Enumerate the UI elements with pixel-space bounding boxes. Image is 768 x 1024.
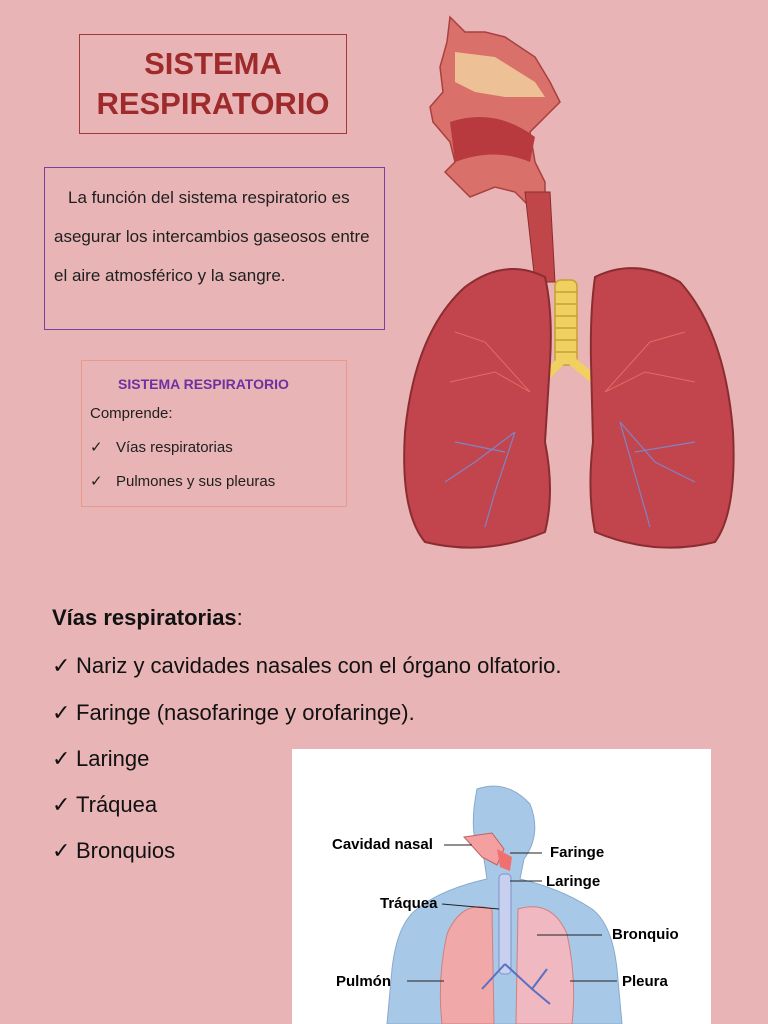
vias-heading-text: Vías respiratorias <box>52 605 237 630</box>
checkmark-icon: ✓ <box>90 439 103 456</box>
list-item <box>52 746 149 772</box>
respiratory-diagram <box>292 749 711 1024</box>
intro-box <box>44 167 385 330</box>
diagram-svg <box>292 749 711 1024</box>
summary-item <box>90 465 346 499</box>
checkmark-icon: ✓ <box>52 838 71 863</box>
label-pulmon: Pulmón <box>336 973 391 990</box>
label-laringe: Laringe <box>546 873 601 890</box>
summary-item-label: Pulmones y sus pleuras <box>116 473 276 490</box>
checkmark-icon: ✓ <box>52 746 71 771</box>
title-line-2: RESPIRATORIO <box>96 86 330 121</box>
title-box <box>79 34 347 134</box>
list-item <box>52 838 175 864</box>
list-item-label: Faringe (nasofaringe y orofaringe). <box>76 700 415 725</box>
label-faringe: Faringe <box>550 844 605 861</box>
label-traquea: Tráquea <box>380 895 438 912</box>
list-item-label: Nariz y cavidades nasales con el órgano olfatorio. <box>76 653 562 678</box>
checkmark-icon: ✓ <box>52 653 71 678</box>
summary-title: SISTEMA RESPIRATORIO <box>118 376 289 392</box>
list-item <box>52 792 157 818</box>
summary-box <box>81 360 347 507</box>
intro-text: La función del sistema respiratorio es asegurar los intercambios gaseosos entre el aire atmosférico y la sangre. <box>54 188 370 285</box>
vias-heading-colon: : <box>236 605 243 630</box>
checkmark-icon: ✓ <box>90 473 103 490</box>
list-item-label: Bronquios <box>76 838 176 863</box>
list-item <box>52 653 562 679</box>
list-item <box>52 700 415 726</box>
label-cavidad-nasal: Cavidad nasal <box>332 836 433 853</box>
checkmark-icon: ✓ <box>52 792 71 817</box>
list-item-label: Tráquea <box>76 792 158 817</box>
summary-subtitle: Comprende: <box>90 405 173 422</box>
summary-item <box>90 431 346 465</box>
vias-heading <box>52 605 243 631</box>
label-pleura: Pleura <box>622 973 668 990</box>
title-line-1: SISTEMA <box>144 46 282 81</box>
lungs-illustration <box>395 12 740 557</box>
page-title <box>96 44 329 124</box>
label-bronquio: Bronquio <box>612 926 679 943</box>
summary-item-label: Vías respiratorias <box>116 439 233 456</box>
checkmark-icon: ✓ <box>52 700 71 725</box>
list-item-label: Laringe <box>76 746 150 771</box>
